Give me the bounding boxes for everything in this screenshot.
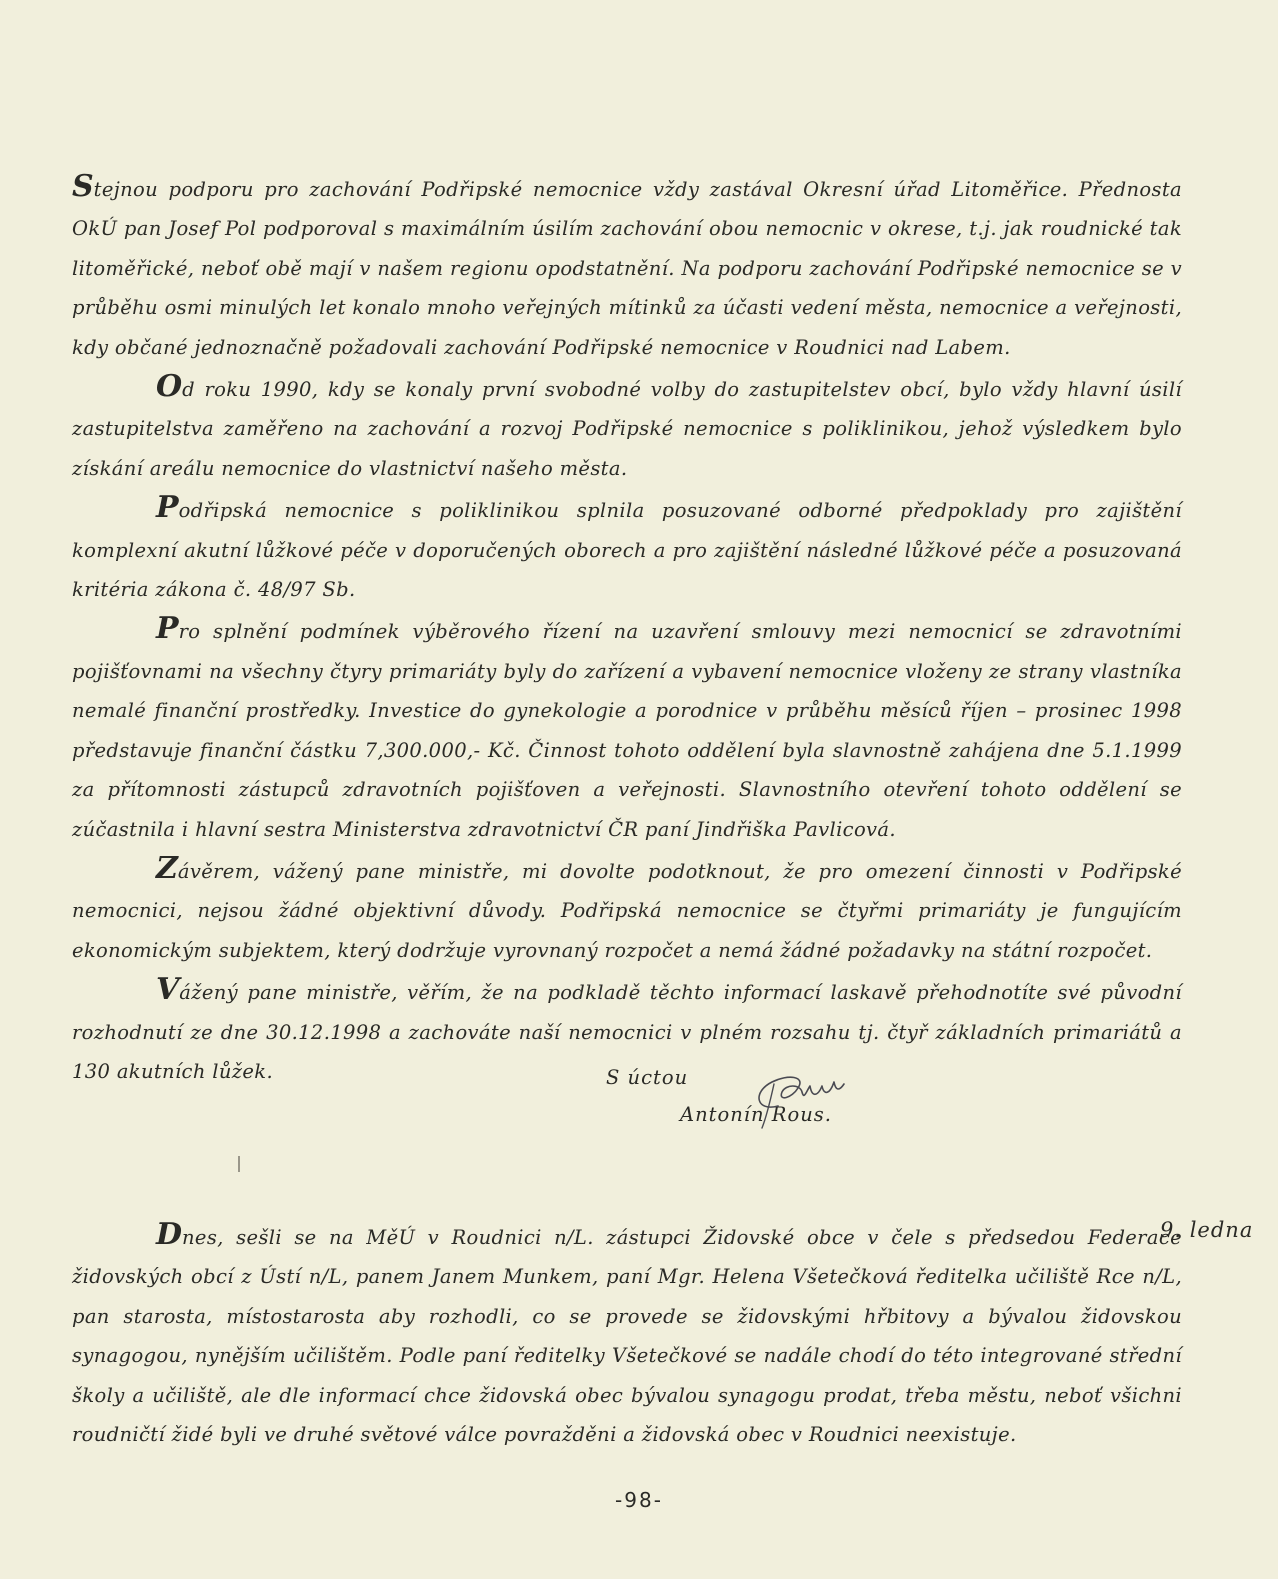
paragraph-initial: P: [156, 490, 179, 526]
paragraph-initial: S: [72, 169, 94, 204]
paragraph-initial: D: [156, 1217, 183, 1252]
closing-salutation: S úctou: [606, 1066, 689, 1089]
paragraph-text: nes, sešli se na MěÚ v Roudnici n/L. zástupci Židovské obce v čele s předsedou Federace židovských obcí z Ústí n/L, panem Janem Munkem, paní Mgr. Helena Všetečková ředitelka učiliště Rce n/L, pan starosta, místostarosta aby rozhodli, co se provede se židovskými hřbitovy a bývalou židovskou synagogou, nynějším učilištěm. Podle paní ředitelky Všetečkové se nadále chodí do této integrované střední školy a učiliště, ale dle informací chce židovská obec bývalou synagogu prodat, třeba městu, neboť všichni roudničtí židé byli ve druhé světové válce povražděni a židovská obec v Roudnici neexistuje.: [72, 1226, 1182, 1447]
letter-paragraph: [72, 167, 1182, 367]
paragraph-text: ážený pane ministře, věřím, že na podkladě těchto informací laskavě přehodnotíte své původní rozhodnutí ze dne 30.12.1998 a zachováte naší nemocnici v plném rozsahu tj. čtyř základních primariátů a 130 akutních lůžek.: [72, 981, 1182, 1083]
letter-paragraph: [72, 367, 1182, 488]
paragraph-text: ávěrem, vážený pane ministře, mi dovolte podotknout, že pro omezení činnosti v Podřipské nemocnici, nejsou žádné objektivní důvody. Podřipská nemocnice se čtyřmi primariáty je fungujícím ekonomickým subjektem, který dodržuje vyrovnaný rozpočet a nemá žádné požadavky na státní rozpočet.: [72, 859, 1182, 962]
letter-paragraph: [72, 488, 1182, 609]
letter-paragraph: [72, 849, 1182, 970]
paragraph-initial: V: [156, 972, 180, 1008]
handwritten-signature: [748, 1062, 860, 1132]
signatory-name: Antonín Rous.: [680, 1103, 832, 1126]
letter-paragraph: [72, 609, 1182, 848]
chronicle-entry: [72, 1215, 1182, 1454]
paragraph-initial: O: [156, 369, 183, 405]
chronicle-paragraph: [72, 1215, 1182, 1454]
page-number: -98-: [615, 1488, 663, 1512]
paragraph-initial: P: [156, 611, 179, 647]
pencil-mark: [238, 1156, 240, 1172]
paragraph-text: d roku 1990, kdy se konaly první svobodné volby do zastupitelstev obcí, bylo vždy hlavní úsilí zastupitelstva zaměřeno na zachování a rozvoj Podřipské nemocnice s poliklinikou, jehož výsledkem bylo získání areálu nemocnice do vlastnictví našeho města.: [72, 378, 1182, 480]
margin-date: 9. ledna: [1160, 1218, 1254, 1242]
paragraph-text: ro splnění podmínek výběrového řízení na uzavření smlouvy mezi nemocnicí se zdravotními pojišťovnami na všechny čtyry primariáty byly do zařízení a vybavení nemocnice vloženy ze strany vlastníka nemalé finanční prostředky. Investice do gynekologie a porodnice v průběhu měsíců říjen – prosinec 1998 představuje finanční částku 7,300.000,- Kč. Činnost tohoto oddělení byla slavnostně zahájena dne 5.1.1999 za přítomnosti zástupců zdravotních pojišťoven a veřejnosti. Slavnostního otevření tohoto oddělení se zúčastnila i hlavní sestra Ministerstva zdravotnictví ČR paní Jindřiška Pavlicová.: [72, 620, 1182, 841]
paragraph-text: tejnou podporu pro zachování Podřipské nemocnice vždy zastával Okresní úřad Litoměřice. Přednosta OkÚ pan Josef Pol podporoval s maximálním úsilím zachování obou nemocnic v okrese, t.j. jak roudnické tak litoměřické, neboť obě mají v našem regionu opodstatnění. Na podporu zachování Podřipské nemocnice se v průběhu osmi minulých let konalo mnoho veřejných mítinků za účasti vedení města, nemocnice a veřejnosti, kdy občané jednoznačně požadovali zachování Podřipské nemocnice v Roudnici nad Labem.: [72, 178, 1182, 359]
letter-body: [72, 167, 1182, 1091]
paragraph-text: odřipská nemocnice s poliklinikou splnila posuzované odborné předpoklady pro zajištění komplexní akutní lůžkové péče v doporučených oborech a pro zajištění následné lůžkové péče a posuzovaná kritéria zákona č. 48/97 Sb.: [72, 499, 1182, 602]
paragraph-initial: Z: [156, 850, 178, 886]
